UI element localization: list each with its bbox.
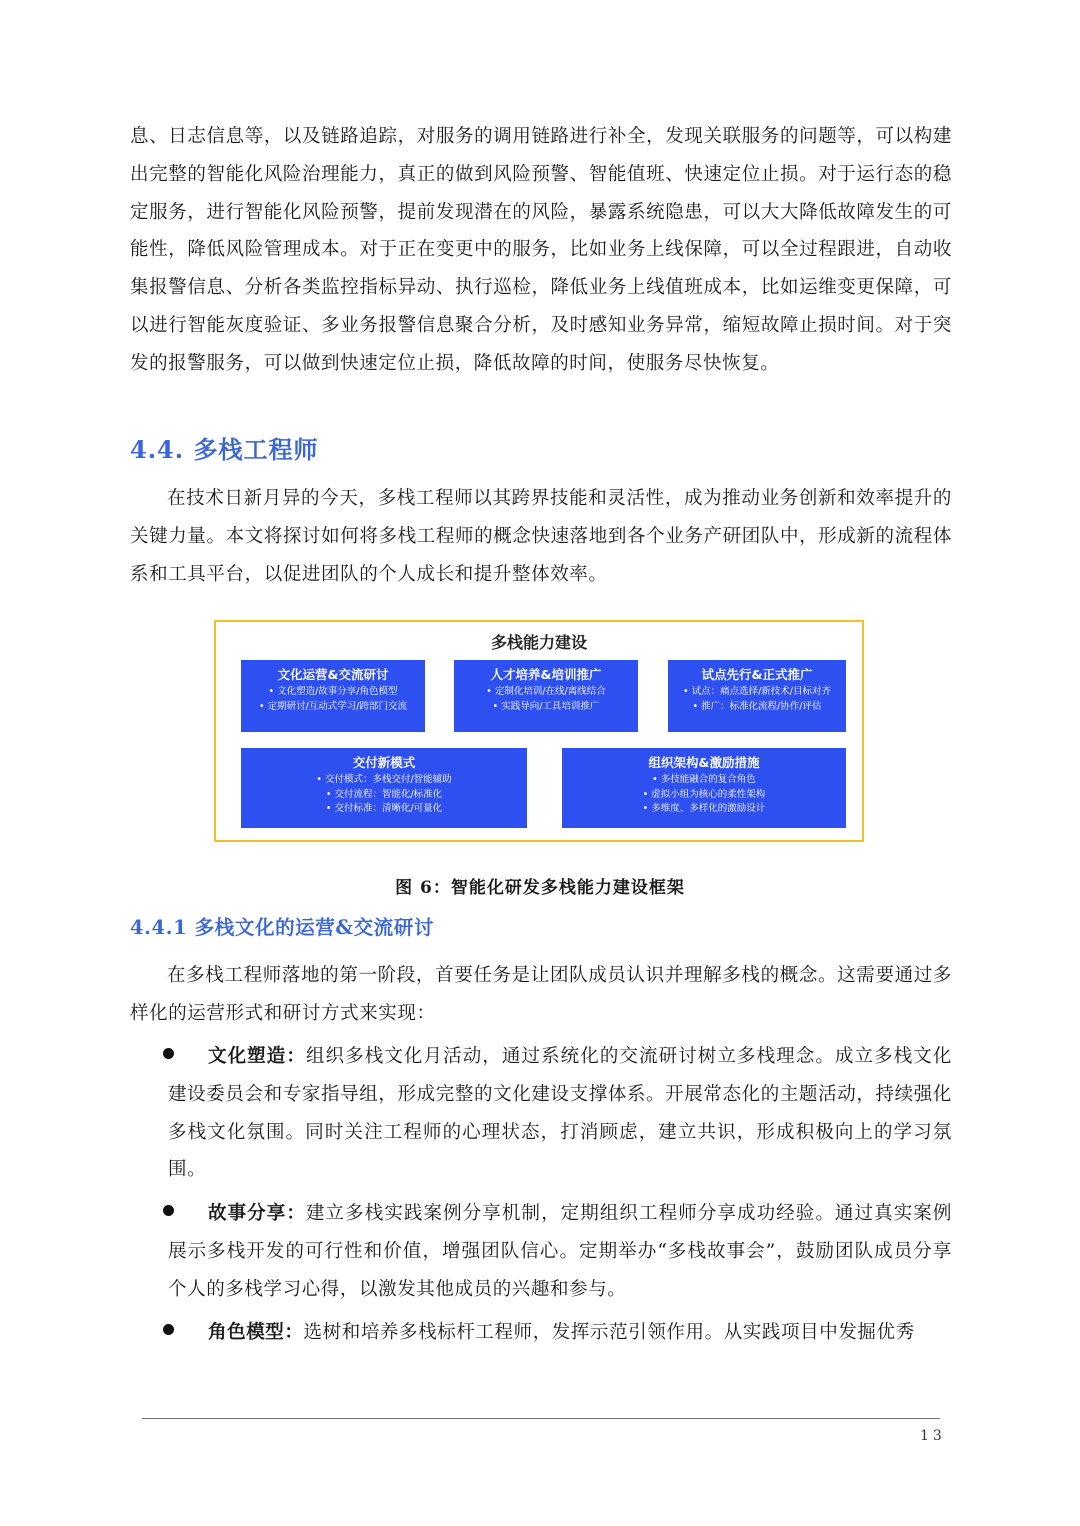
bullet-item-role-model xyxy=(168,1314,952,1352)
box-title: 人才培养&培训推广 xyxy=(490,667,602,682)
box-title: 组织架构&激励措施 xyxy=(648,755,760,770)
section-paragraph: 在技术日新月异的今天，多栈工程师以其跨界技能和灵活性，成为推动业务创新和效率提升的关键力量。本文将探讨如何将多栈工程师的概念快速落地到各个业务产研团队中，形成新的流程体系和工具平台，以促进团队的个人成长和提升整体效率。 xyxy=(130,488,952,585)
bullet-lead: 角色模型： xyxy=(208,1322,304,1343)
figure-caption: 图 6：智能化研发多栈能力建设框架 xyxy=(395,878,685,898)
page-number: 13 xyxy=(920,1428,946,1444)
bullet-text: 建立多栈实践案例分享机制，定期组织工程师分享成功经验。通过真实案例展示多栈开发的可行性和价值，增强团队信心。定期举办“多栈故事会”，鼓励团队成员分享个人的多栈学习心得，以激发其他成员的兴趣和参与。 xyxy=(168,1203,952,1300)
intro-paragraph: 息、日志信息等，以及链路追踪，对服务的调用链路进行补全，发现关联服务的问题等，可以构建出完整的智能化风险治理能力，真正的做到风险预警、智能值班、快速定位止损。对于运行态的稳定服务，进行智能化风险预警，提前发现潜在的风险，暴露系统隐患，可以大大降低故障发生的可能性，降低风险管理成本。对于正在变更中的服务，比如业务上线保障，可以全过程跟进，自动收集报警信息、分析各类监控指标异动、执行巡检，降低业务上线值班成本，比如运维变更保障，可以进行智能灰度验证、多业务报警信息聚合分析，及时感知业务异常，缩短故障止损时间。对于突发的报警服务，可以做到快速定位止损，降低故障的时间，使服务尽快恢复。 xyxy=(130,126,952,374)
section-heading: 4.4. 多栈工程师 xyxy=(130,435,319,464)
capability-framework-figure xyxy=(214,620,864,842)
figure-box-talent xyxy=(454,660,638,732)
bullet-dot-icon xyxy=(163,1324,174,1335)
bullet-dot-icon xyxy=(163,1048,174,1059)
box-item: • 交付流程：智能化/标准化 xyxy=(241,788,527,803)
bullet-text: 选树和培养多栈标杆工程师，发挥示范引领作用。从实践项目中发掘优秀 xyxy=(303,1322,915,1343)
bullet-lead: 故事分享： xyxy=(208,1203,306,1224)
figure-box-culture xyxy=(241,660,425,732)
bullet-lead: 文化塑造： xyxy=(208,1046,306,1067)
bullet-dot-icon xyxy=(163,1205,174,1216)
box-item: • 文化塑造/故事分享/角色模型 xyxy=(241,685,425,700)
subsection-paragraph: 在多栈工程师落地的第一阶段，首要任务是让团队成员认识并理解多栈的概念。这需要通过多样化的运营形式和研讨方式来实现： xyxy=(130,965,952,1024)
subsection-heading: 4.4.1 多栈文化的运营&交流研讨 xyxy=(130,916,434,939)
box-title: 试点先行&正式推广 xyxy=(701,667,813,682)
footer-divider xyxy=(142,1418,940,1419)
figure-title: 多栈能力建设 xyxy=(490,633,587,652)
bullet-text: 组织多栈文化月活动，通过系统化的交流研讨树立多栈理念。成立多栈文化建设委员会和专家指导组，形成完整的文化建设支撑体系。开展常态化的主题活动，持续强化多栈文化氛围。同时关注工程师的心理状态，打消顾虑，建立共识，形成积极向上的学习氛围。 xyxy=(168,1046,952,1181)
figure-box-delivery xyxy=(241,748,527,828)
box-item: • 实践导向/工具培训推广 xyxy=(454,700,638,715)
box-item: • 交付模式：多栈交付/智能辅助 xyxy=(241,773,527,788)
bullet-item-culture xyxy=(168,1038,952,1189)
box-item: • 多技能融合的复合角色 xyxy=(562,773,846,788)
figure-box-pilot xyxy=(668,660,846,732)
figure-box-organization xyxy=(562,748,846,828)
box-item: • 多维度、多样化的激励设计 xyxy=(562,802,846,817)
box-item: • 虚拟小组为核心的柔性架构 xyxy=(562,788,846,803)
box-item: • 推广：标准化流程/协作/评估 xyxy=(668,700,846,715)
box-item: • 定制化培训/在线/离线结合 xyxy=(454,685,638,700)
bullet-item-stories xyxy=(168,1195,952,1308)
box-item: • 试点：痛点选择/新技术/目标对齐 xyxy=(668,685,846,700)
box-item: • 定期研讨/互动式学习/跨部门交流 xyxy=(241,700,425,715)
box-item: • 交付标准：清晰化/可量化 xyxy=(241,802,527,817)
box-title: 文化运营&交流研讨 xyxy=(277,667,389,682)
box-title: 交付新模式 xyxy=(352,755,416,770)
